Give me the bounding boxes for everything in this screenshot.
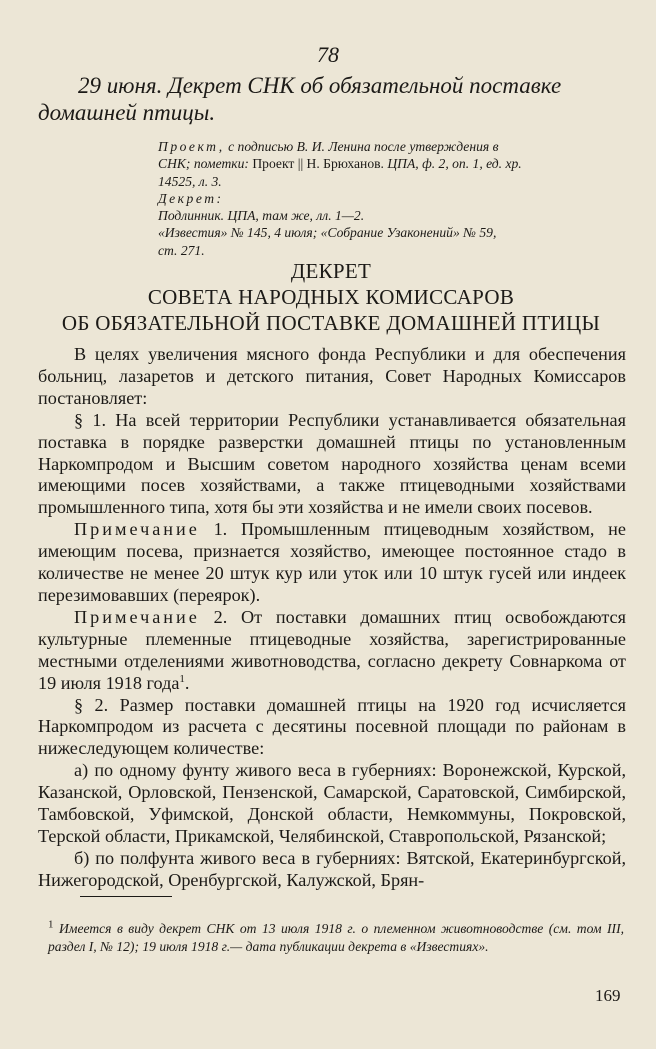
source-project-label: Проект, (158, 139, 225, 154)
paragraph-item-b: б) по полфунта живого веса в губерниях: Вятской, Екатеринбургской, Нижегородской, Оренбургской, Калужской, Брян- (38, 847, 626, 890)
source-line-1: с подписью В. И. Ленина после утверждения в (224, 139, 499, 154)
footnote-divider (80, 896, 172, 897)
page-number-top: 78 (317, 42, 339, 67)
footnote-text: Имеется в виду декрет СНК от 13 июля 1918 г. о племенном животноводстве (см. том III, раздел I, № 12); 19 июля 1918 г.— дата публикации декрета в «Известиях». (48, 921, 624, 954)
page-number-bottom: 169 (595, 986, 621, 1005)
title-line-1: ДЕКРЕТ (290, 259, 372, 283)
source-line-5: Подлинник. ЦПА, там же, лл. 1—2. (158, 208, 365, 224)
source-decree-label: Декрет: (158, 190, 224, 206)
document-heading (38, 72, 626, 126)
paragraph-section-2: § 2. Размер поставки домашней птицы на 1920 год исчисляется Наркомпродом из расчета с десятины посевной площади по районам в нижеследующем количестве: (38, 694, 626, 759)
paragraph-item-a: а) по одному фунту живого веса в губерниях: Воронежской, Курской, Казанской, Орловской, Пензенской, Самарской, Саратовской, Симбирской, Тамбовской, Уфимской, Донской области, Немкоммуны, Покровской, Терской области, Прикамской, Челябинской, Ставропольской, Рязанской; (38, 760, 626, 846)
source-line-3: 14525, л. 3. (158, 173, 222, 189)
source-line-7: ст. 271. (158, 242, 205, 258)
heading-line-2: домашней птицы. (38, 100, 216, 125)
footnote-ref[interactable]: 1 (179, 672, 185, 685)
note-2-text: 2. От поставки домашних птиц освобождаются культурные племенные птицеводные хозяйства, зарегистрированные местными отделениями животноводства, согласно декрету Совнаркома от 19 июля 1918 года (38, 606, 626, 693)
paragraph-note-1 (38, 519, 626, 607)
source-line-2c: ЦПА, ф. 2, оп. 1, ед. хр. (383, 156, 522, 172)
source-line-6: «Известия» № 145, 4 июля; «Собрание Узаконений» № 59, (158, 225, 497, 241)
paragraph-section-1: § 1. На всей территории Республики устанавливается обязательная поставка в порядке разверстки домашней птицы по установленным Наркомпродом и Высшим советом народного хозяйства ценам всеми имеющими посев хозяйствами, а также птицеводными хозяйствами промышленного типа, хотя бы эти хозяйства и не имели своих посевов. (38, 409, 626, 518)
heading-line-1: 29 июня. Декрет СНК об обязательной поставке (78, 73, 562, 98)
source-notes (158, 138, 620, 259)
footnote-number: 1 (48, 918, 54, 931)
title-line-3: ОБ ОБЯЗАТЕЛЬНОЙ ПОСТАВКЕ ДОМАШНЕЙ ПТИЦЫ (61, 311, 601, 335)
note-2-label: Примечание (74, 606, 200, 627)
source-line-2a: СНК; пометки: (158, 156, 253, 172)
source-line-2b: Проект || Н. Брюханов. (252, 156, 384, 172)
paragraph-preamble: В целях увеличения мясного фонда Республики и для обеспечения больниц, лазаретов и детского питания, Совет Народных Комиссаров постановляет: (38, 344, 626, 408)
decree-title (38, 258, 624, 336)
paragraph-note-2 (38, 607, 626, 695)
footnote (48, 920, 624, 955)
note-2-end: . (184, 672, 190, 693)
note-1-label: Примечание (74, 519, 200, 540)
decree-body (38, 344, 626, 892)
note-1-text: 1. Промышленным птицеводным хозяйством, не имеющим посева, признается хозяйство, имеющее постоянное стадо в количестве не менее 20 штук кур или уток или 10 штук гусей или индеек перезимовавших (переярок). (38, 519, 626, 605)
title-line-2: СОВЕТА НАРОДНЫХ КОМИССАРОВ (147, 285, 515, 309)
